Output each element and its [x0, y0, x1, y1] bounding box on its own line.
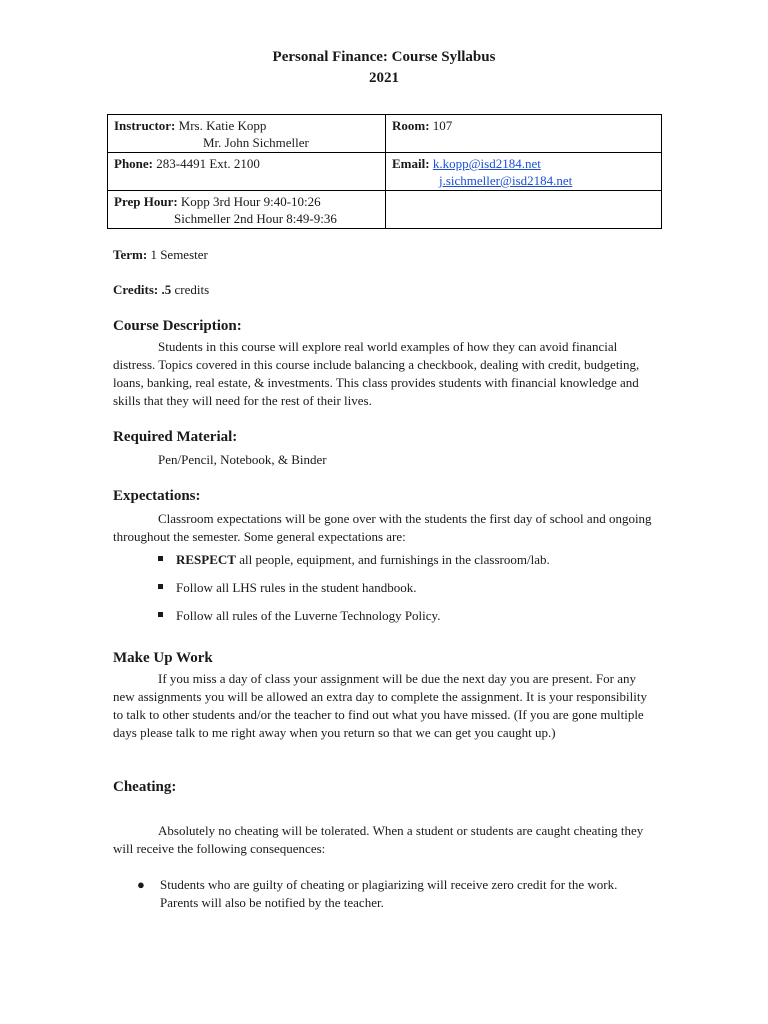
email-link-2[interactable]: j.sichmeller@isd2184.net [439, 173, 573, 188]
expectation-item-technology [158, 607, 440, 625]
prep-label: Prep Hour: [114, 194, 178, 209]
term-value: 1 Semester [150, 247, 208, 262]
handbook-text: Follow all LHS rules in the student handbook. [176, 580, 417, 595]
term-label: Term: [113, 247, 148, 262]
required-material-heading: Required Material: [113, 429, 238, 445]
cheating-text: Absolutely no cheating will be tolerated. When a student or students are caught cheating they will receive the following consequences: [113, 823, 644, 856]
expectation-item-handbook [158, 579, 416, 597]
course-description-heading: Course Description: [113, 318, 242, 334]
make-up-work-text: If you miss a day of class your assignment will be due the next day you are present. For any new assignments you will be allowed an extra day to complete the assignment. It is your responsibility to talk to other students and/or the teacher to find out what you have missed. (If you are gone multiple days please talk to me right away when you return so that we can get you caught up.) [113, 671, 647, 740]
prep-value-1: Kopp 3rd Hour 9:40-10:26 [180, 194, 321, 209]
required-material-text: Pen/Pencil, Notebook, & Binder [158, 452, 327, 467]
cheating-consequence-text: Students who are guilty of cheating or plagiarizing will receive zero credit for the work. Parents will also be notified by the teacher. [160, 877, 618, 910]
room-label: Room: [392, 118, 430, 133]
expectation-item-respect [158, 551, 550, 569]
course-description-body [113, 338, 658, 410]
cheating-consequence-item [137, 876, 657, 912]
cheating-heading: Cheating: [113, 779, 177, 795]
email-label: Email: [392, 156, 430, 171]
square-bullet-icon [158, 612, 163, 617]
email-cell [386, 153, 662, 191]
document-year: 2021 [369, 70, 399, 86]
prep-value-2: Sichmeller 2nd Hour 8:49-9:36 [174, 211, 337, 226]
expectations-body [113, 510, 658, 546]
credits-amount: .5 [161, 282, 172, 297]
term-line [113, 246, 658, 264]
credits-line [113, 281, 658, 299]
instructor-label: Instructor: [114, 118, 176, 133]
square-bullet-icon [158, 556, 163, 561]
room-cell [386, 115, 662, 153]
technology-text: Follow all rules of the Luverne Technology Policy. [176, 608, 441, 623]
document-title: Personal Finance: Course Syllabus [272, 49, 496, 65]
info-table [107, 114, 662, 229]
expectations-heading: Expectations: [113, 488, 201, 504]
instructor-cell [108, 115, 386, 153]
credits-unit: credits [174, 282, 210, 297]
credits-label: Credits: [113, 282, 159, 297]
room-value: 107 [432, 118, 453, 133]
course-description-text: Students in this course will explore real world examples of how they can avoid financial distress. Topics covered in this course include balancing a checkbook, dealing with credit, budgeting, loans, banking, real estate, & investments. This class provides students with financial knowledge and skills that they will need for the rest of their lives. [113, 339, 640, 408]
respect-text: all people, equipment, and furnishings in the classroom/lab. [235, 552, 550, 567]
square-bullet-icon [158, 584, 163, 589]
expectations-text: Classroom expectations will be gone over with the students the first day of school and ongoing throughout the semester. Some general expectations are: [113, 511, 652, 544]
info-row-prep [108, 191, 662, 229]
cheating-body [113, 822, 658, 858]
prep-cell [108, 191, 386, 229]
respect-keyword: RESPECT [176, 552, 236, 567]
info-row-instructor [108, 115, 662, 153]
phone-value: 283-4491 Ext. 2100 [156, 156, 260, 171]
email-link-1[interactable]: k.kopp@isd2184.net [432, 156, 541, 171]
info-row-phone [108, 153, 662, 191]
round-bullet-icon: ● [137, 877, 145, 892]
make-up-work-body [113, 670, 658, 742]
phone-cell [108, 153, 386, 191]
instructor-name-2: Mr. John Sichmeller [203, 135, 309, 150]
make-up-work-heading: Make Up Work [113, 650, 213, 666]
empty-cell [386, 191, 662, 229]
phone-label: Phone: [114, 156, 153, 171]
instructor-name-1: Mrs. Katie Kopp [178, 118, 267, 133]
